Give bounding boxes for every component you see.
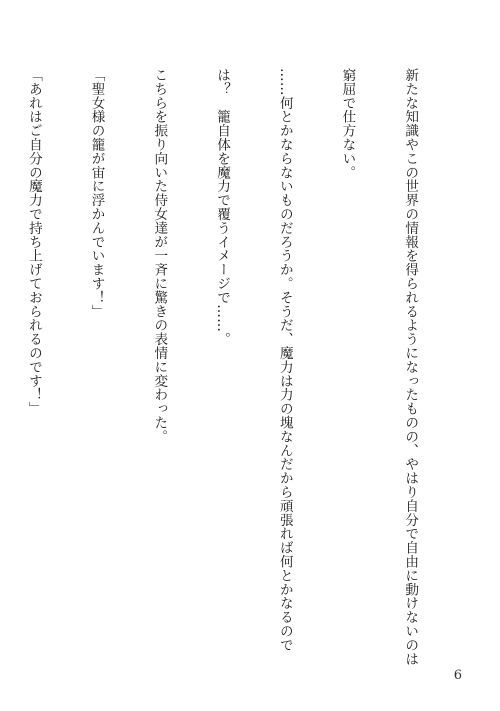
text-line-6: 「聖女様の籠が宙に浮かんでいます！」: [88, 68, 105, 319]
text-line-7: 「あれはご自分の魔力で持ち上げておられるのです！」: [25, 68, 42, 416]
vertical-text-block: [0, 68, 462, 666]
text-line-4: は？ 籠自体を魔力で覆うイメージで……。: [214, 68, 231, 346]
page-number: 6: [453, 668, 462, 683]
text-line-1: 新たな知識やこの世界の情報を得られるようになったものの、やはり自分で自由に動けないのは: [402, 68, 419, 666]
text-line-3: ……何とかならないものだろうか。そうだ、魔力は力の塊なんだから頑張れば何とかなるので: [276, 68, 293, 652]
text-line-5: こちらを振り向いた侍女達が一斉に驚きの表情に変わった。: [151, 68, 168, 444]
text-line-2: 窮屈で仕方ない。: [339, 68, 356, 180]
